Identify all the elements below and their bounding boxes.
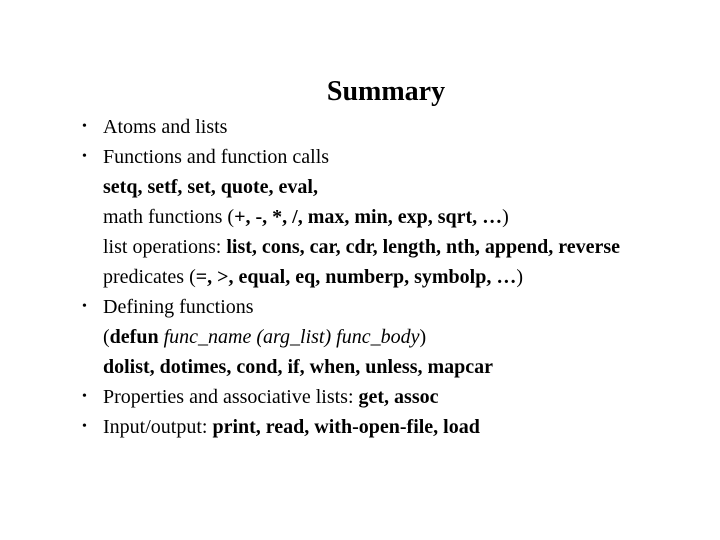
item-text: ) bbox=[516, 266, 524, 288]
sub-item-list-operations bbox=[86, 232, 706, 262]
list-item-functions bbox=[82, 142, 706, 172]
list-item-properties bbox=[82, 382, 706, 412]
item-text: Atoms and lists bbox=[103, 116, 228, 138]
item-text: Functions and function calls bbox=[103, 146, 330, 168]
bullet-icon: • bbox=[82, 149, 87, 164]
sub-item-math-functions bbox=[86, 202, 706, 232]
keywords: print, read, with-open-file, load bbox=[212, 416, 480, 438]
bullet-icon: • bbox=[82, 119, 87, 134]
keywords: +, -, *, /, max, min, exp, sqrt, … bbox=[234, 206, 503, 228]
item-text: ) bbox=[419, 326, 427, 348]
sub-item-core-calls bbox=[86, 172, 706, 202]
item-text: Defining functions bbox=[103, 296, 254, 318]
list-item-input-output bbox=[82, 412, 706, 442]
bullet-icon: • bbox=[82, 299, 87, 314]
syntax-text: func_name (arg_list) func_body bbox=[158, 326, 420, 348]
item-text: predicates ( bbox=[103, 266, 196, 288]
list-item-atoms bbox=[82, 112, 706, 142]
list-item-defining-functions bbox=[82, 292, 706, 322]
item-text: ( bbox=[103, 326, 110, 348]
item-text: Input/output: bbox=[103, 416, 213, 438]
sub-item-predicates bbox=[86, 262, 706, 292]
item-text: ) bbox=[502, 206, 509, 228]
bullet-icon: • bbox=[82, 389, 87, 404]
keywords: setq, setf, set, quote, eval, bbox=[103, 176, 318, 198]
bullet-icon: • bbox=[82, 419, 87, 434]
keywords: =, >, equal, eq, numberp, symbolp, … bbox=[195, 266, 517, 288]
keywords: dolist, dotimes, cond, if, when, unless, mapcar bbox=[103, 356, 494, 378]
sub-item-defun-syntax bbox=[86, 322, 706, 352]
item-text: Properties and associative lists: bbox=[103, 386, 359, 408]
bullet-list bbox=[82, 112, 706, 442]
keywords: defun bbox=[109, 326, 159, 348]
slide-title: Summary bbox=[326, 76, 446, 107]
item-text: math functions ( bbox=[103, 206, 235, 228]
item-text: list operations: bbox=[103, 236, 227, 258]
keywords: get, assoc bbox=[358, 386, 439, 408]
keywords: list, cons, car, cdr, length, nth, append, reverse bbox=[226, 236, 621, 258]
sub-item-control-forms bbox=[86, 352, 706, 382]
